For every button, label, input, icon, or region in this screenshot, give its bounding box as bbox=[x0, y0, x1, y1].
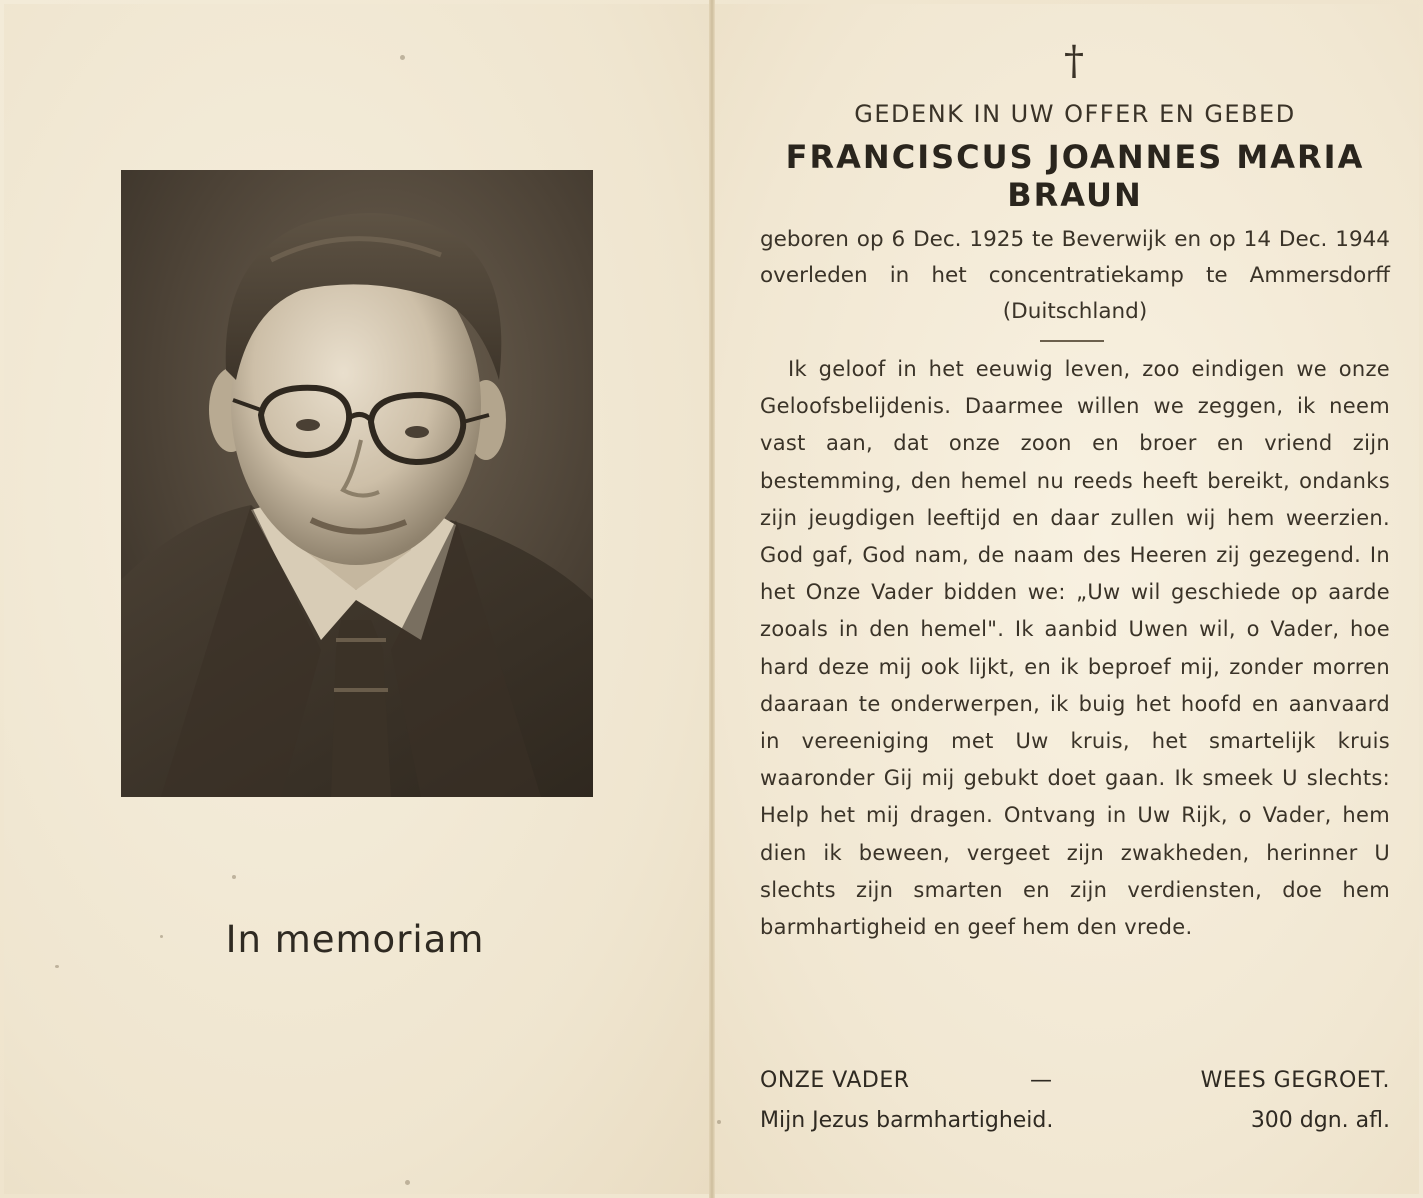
birth-death-details: geboren op 6 Dec. 1925 te Beverwijk en op 14 Dec. 1944 overleden in het concentratiekamp te Ammersdorff (Duitschland) bbox=[760, 227, 1390, 324]
meditation-text: Ik geloof in het eeuwig leven, zoo eindigen we onze Geloofsbelijdenis. Daarmee willen we zeggen, ik neem vast aan, dat onze zoon en broer en vriend zijn bestemming, den hemel nu reeds heeft bereikt, ondanks zijn jeugdigen leeftijd en daar zullen wij hem weerzien. God gaf, God nam, de naam des Heeren zij gezegend. In het Onze Vader bidden we: „Uw wil geschiede op aarde zooals in den hemel". Ik aanbid Uwen wil, o Vader, hoe hard deze mij ook lijkt, en ik beproef mij, zonder morren daaraan te onderwerpen, ik buig het hoofd en aanvaard in vereeniging met Uw kruis, het smartelijk kruis waaronder Gij mij gebukt doet gaan. Ik smeek U slechts: Help het mij dragen. Ontvang in Uw Rijk, o Vader, hem dien ik beween, vergeet zijn zwakheden, herinner U slechts zijn smarten en zijn verdiensten, doe hem barmhartigheid en geef hem den vrede. bbox=[760, 357, 1390, 940]
indulgence-line bbox=[760, 1108, 1390, 1140]
prayer-dash: — bbox=[1030, 1068, 1053, 1093]
in-memoriam-caption: In memoriam bbox=[225, 918, 485, 961]
deceased-name bbox=[740, 138, 1410, 214]
indulgence-prayer: Mijn Jezus barmhartigheid. bbox=[760, 1108, 1054, 1133]
cross-icon: † bbox=[1064, 38, 1084, 84]
paper-speck bbox=[400, 55, 405, 60]
prayer-wees-gegroet: WEES GEGROET. bbox=[1200, 1068, 1390, 1093]
prayer-onze-vader: ONZE VADER bbox=[760, 1068, 910, 1093]
prayer-line bbox=[760, 1068, 1390, 1100]
deceased-name-line2: BRAUN bbox=[1007, 176, 1143, 214]
deceased-name-line1: FRANCISCUS JOANNES MARIA bbox=[785, 138, 1365, 176]
divider-rule bbox=[1040, 340, 1104, 342]
portrait-image bbox=[121, 170, 593, 797]
paper-speck bbox=[232, 875, 236, 879]
remembrance-heading: GEDENK IN UW OFFER EN GEBED bbox=[854, 100, 1296, 128]
indulgence-days: 300 dgn. afl. bbox=[1250, 1108, 1390, 1133]
portrait-photo bbox=[121, 170, 593, 797]
paper-speck bbox=[55, 965, 59, 968]
paper-speck bbox=[717, 1120, 721, 1124]
card-fold bbox=[709, 0, 715, 1198]
paper-speck bbox=[405, 1180, 410, 1185]
